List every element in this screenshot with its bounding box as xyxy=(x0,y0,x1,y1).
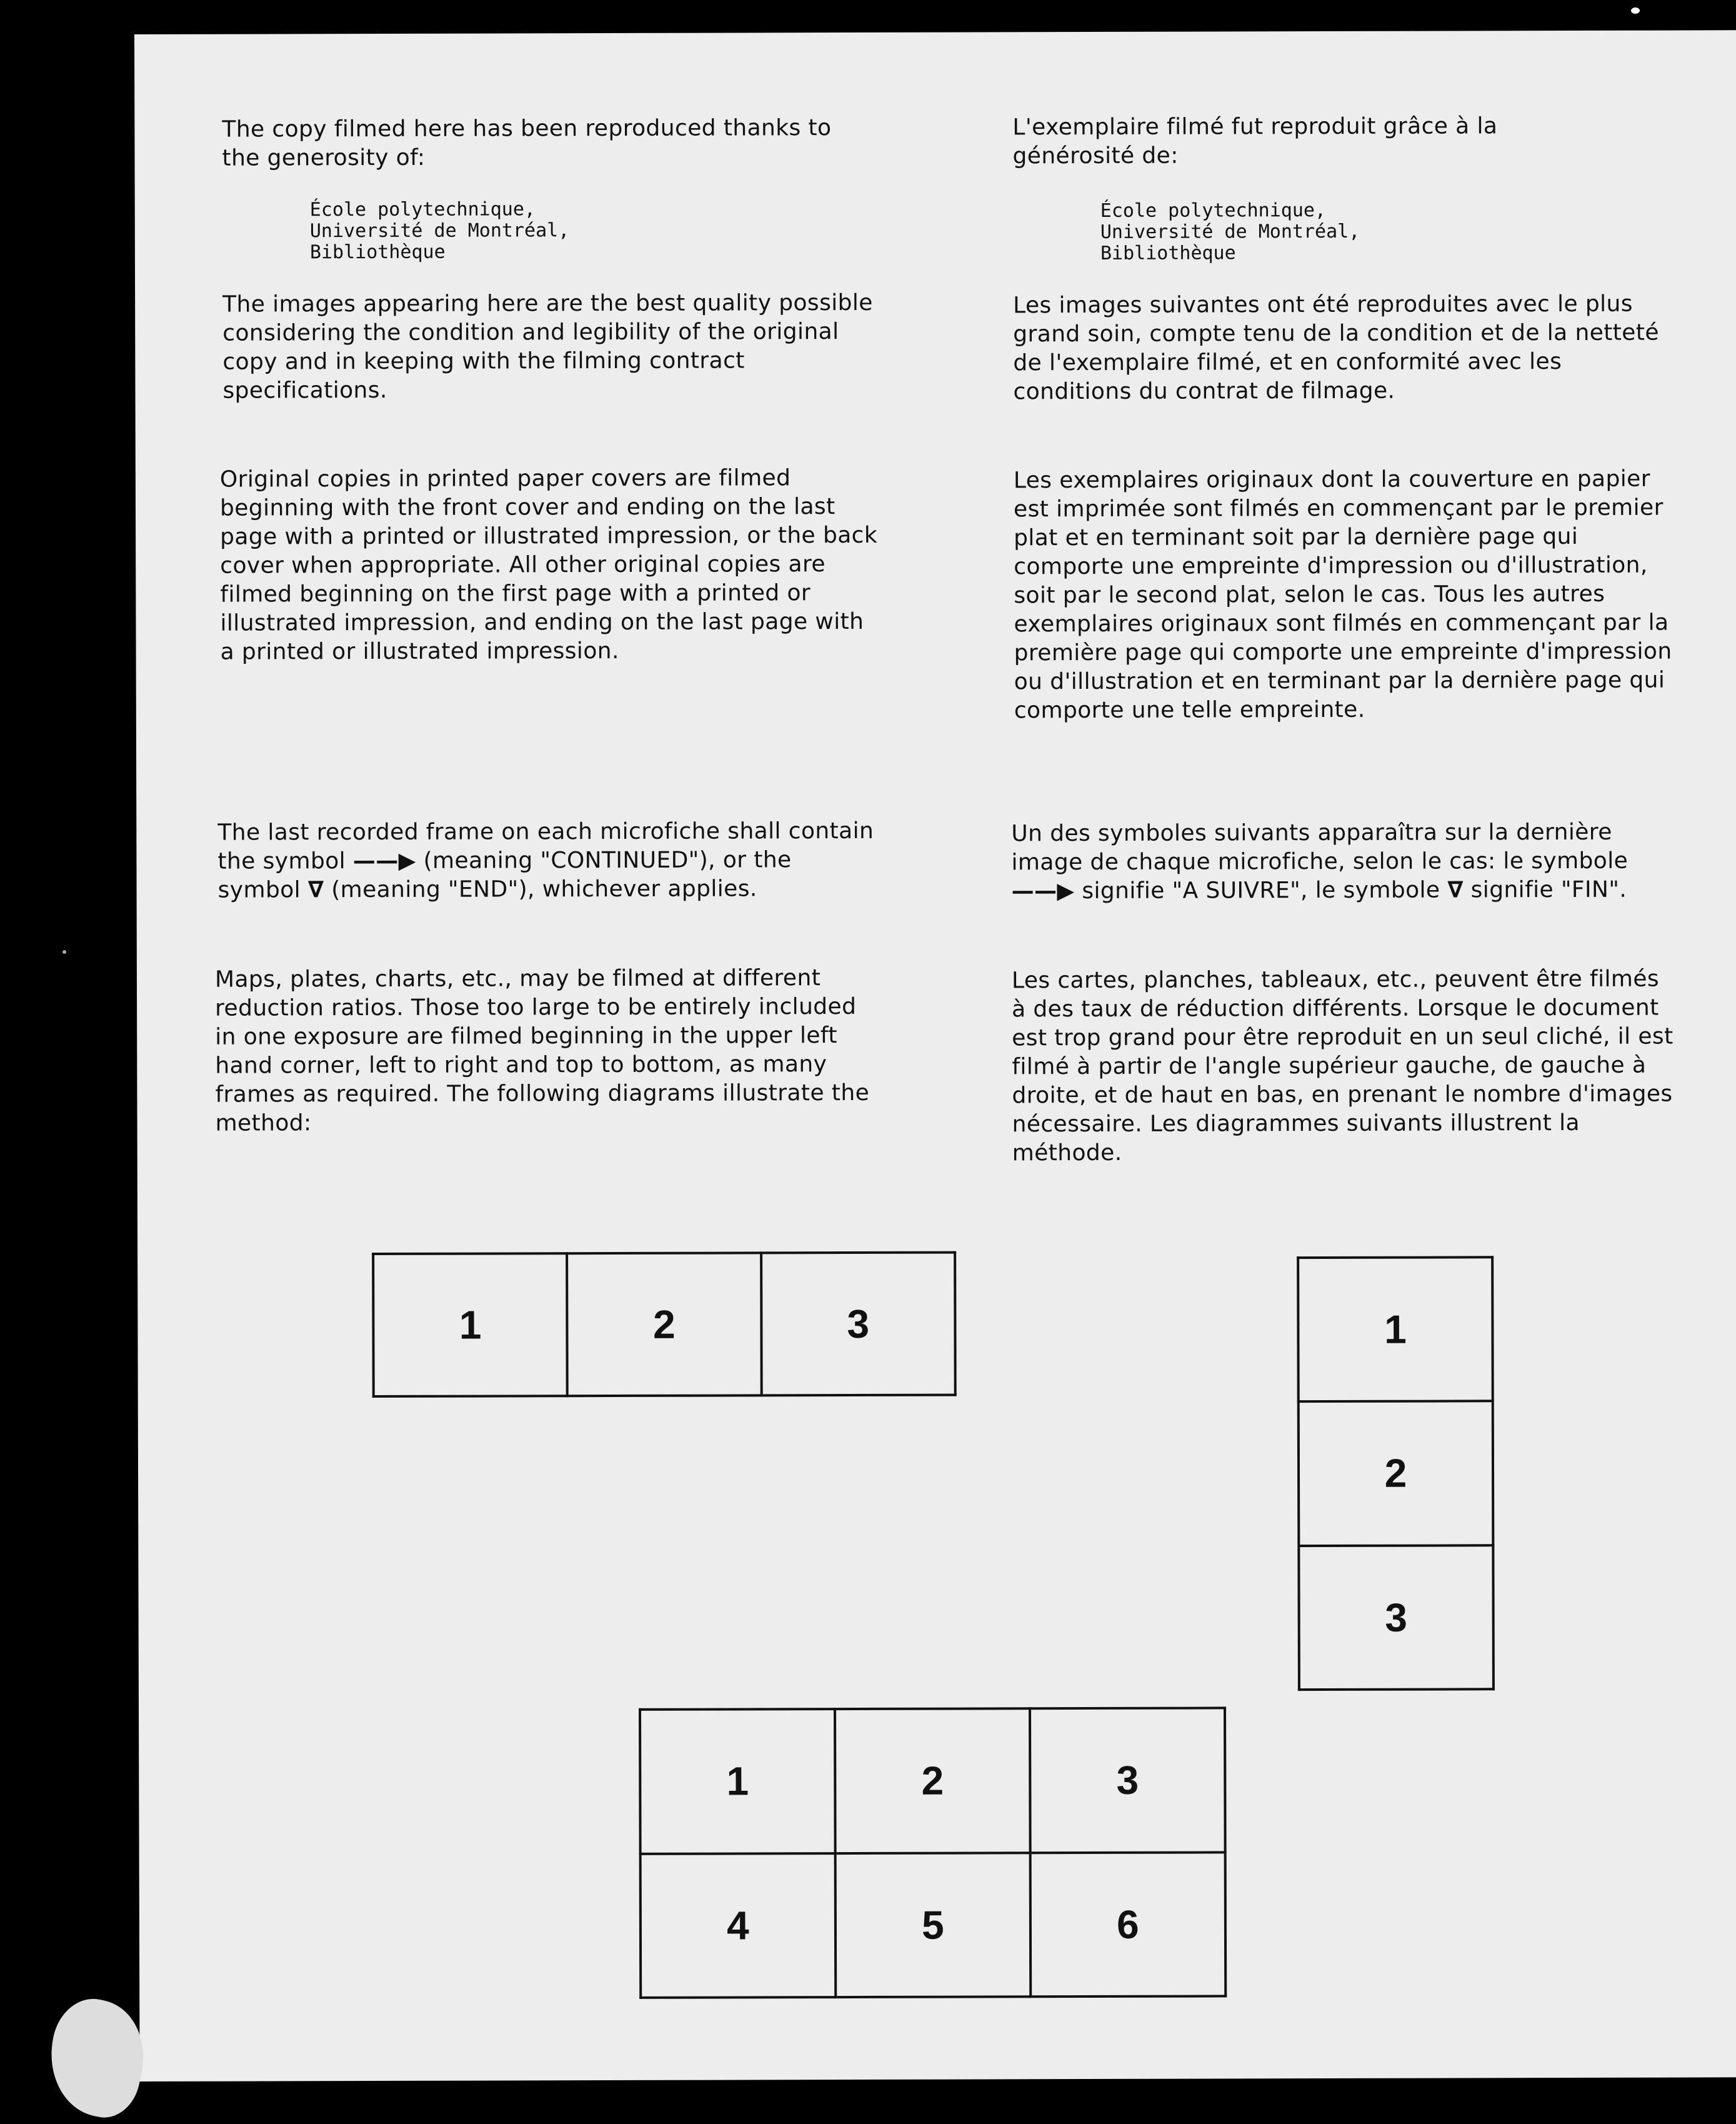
address-en-line-2: Université de Montréal, xyxy=(309,219,570,243)
originals-fr xyxy=(1014,465,1677,726)
diagram-grid-cell-3: 3 xyxy=(1030,1708,1225,1852)
continued-arrow-icon: ——▶ xyxy=(1011,878,1075,904)
diagram-grid xyxy=(639,1706,1227,1998)
quality-en-text: The images appearing here are the best quality possible considering the condition and legibility of the original copy and in keeping with the filming contract specifications. xyxy=(222,289,873,404)
symbols-fr-part-a: Un des symboles suivants apparaîtra sur la dernière image de chaque microfiche, selon le cas: le symbole xyxy=(1011,819,1629,876)
diagram-vertical-cell-2: 2 xyxy=(1299,1401,1494,1546)
diagram-grid-cell-2: 2 xyxy=(835,1708,1030,1853)
diagram-vertical xyxy=(1297,1256,1495,1691)
symbols-en-part-c: (meaning "END"), whichever applies. xyxy=(331,876,757,903)
diagram-horizontal-cell-2: 2 xyxy=(567,1253,761,1396)
address-en-line-1: École polytechnique, xyxy=(309,198,536,221)
microfiche-target-page xyxy=(134,30,1736,2081)
continued-arrow-icon: ——▶ xyxy=(352,848,416,874)
symbols-en-part-b: (meaning "CONTINUED"), or the symbol xyxy=(217,847,792,903)
originals-en xyxy=(220,464,883,667)
symbols-en-part-a: The last recorded frame on each microfiche shall contain the symbol xyxy=(217,818,874,874)
originals-en-text: Original copies in printed paper covers are filmed beginning with the front cover and ending on the last page with a printed or illustrated impression, or the back cover when appropriate. All other original copies are filmed beginning on the first page with a printed or illustrated impression, and ending on the last page with a printed or illustrated impression. xyxy=(219,465,878,665)
originals-fr-text: Les exemplaires originaux dont la couverture en papier est imprimée sont filmés en commençant par le premier plat et en terminant soit par la dernière page qui comporte une empreinte d'impression ou d'illustration, soit par le second plat, selon le cas. Tous les autres exemplaires originaux sont filmés en commençant par la première page qui comporte une empreinte d'impression ou d'illustration et en terminant par la dernière page qui comporte une telle empreinte. xyxy=(1013,466,1672,724)
symbols-en xyxy=(217,817,880,905)
maps-en xyxy=(215,964,878,1138)
address-en-line-3: Bibliothèque xyxy=(309,241,446,264)
address-fr-line-3: Bibliothèque xyxy=(1100,242,1236,264)
maps-fr-text: Les cartes, planches, tableaux, etc., peuvent être filmés à des taux de réduction différents. Lorsque le document est trop grand pour être reproduit en un seul cliché, il est filmé à partir de l'angle supérieur gauche, de gauche à droite, et de haut en bas, en prenant le nombre d'images nécessaire. Les diagrammes suivants illustrent la méthode. xyxy=(1011,966,1674,1166)
diagram-grid-cell-5: 5 xyxy=(836,1853,1031,1997)
symbols-en-text xyxy=(217,817,880,905)
intro-fr-text: L'exemplaire filmé fut reproduit grâce à la générosité de: xyxy=(1012,113,1498,169)
scan-blot xyxy=(39,1991,155,2123)
symbols-fr-part-b: signifie "A SUIVRE", le symbole xyxy=(1082,877,1440,904)
address-fr-line-2: Université de Montréal, xyxy=(1100,220,1360,243)
maps-en-text: Maps, plates, charts, etc., may be filmed at different reduction ratios. Those too large to be entirely included in one exposure are filmed beginning in the upper left hand corner, left to right and top to bottom, as many frames as required. The following diagrams illustrate the method: xyxy=(214,965,870,1136)
address-fr xyxy=(1013,199,1675,265)
diagram-grid-cell-6: 6 xyxy=(1030,1852,1226,1996)
quality-fr-text: Les images suivantes ont été reproduites avec le plus grand soin, compte tenu de la condition et de la netteté de l'exemplaire filmé, et en conformité avec les conditions du contrat de filmage. xyxy=(1013,291,1659,405)
scan-speck xyxy=(62,950,66,954)
intro-en-text: The copy filmed here has been reproduced thanks to the generosity of: xyxy=(222,115,832,171)
end-triangle-icon: ∇ xyxy=(1447,877,1464,903)
address-fr-line-1: École polytechnique, xyxy=(1100,199,1327,222)
diagram-horizontal-cell-1: 1 xyxy=(373,1253,567,1396)
diagram-horizontal-cell-3: 3 xyxy=(761,1253,955,1396)
scan-speck xyxy=(1631,8,1640,14)
intro-en xyxy=(222,114,884,173)
diagram-vertical-cell-1: 1 xyxy=(1298,1257,1493,1401)
intro-fr xyxy=(1012,112,1675,171)
diagram-vertical-cell-3: 3 xyxy=(1299,1545,1494,1690)
diagram-horizontal xyxy=(372,1251,957,1398)
maps-fr xyxy=(1012,965,1675,1168)
symbols-fr-text xyxy=(1011,818,1674,906)
diagram-grid-cell-4: 4 xyxy=(641,1853,836,1998)
diagram-grid-cell-1: 1 xyxy=(640,1709,836,1853)
symbols-fr xyxy=(1011,818,1674,906)
end-triangle-icon: ∇ xyxy=(307,877,324,903)
symbols-fr-part-c: signifie "FIN". xyxy=(1470,876,1627,903)
quality-fr xyxy=(1013,290,1675,407)
address-en xyxy=(222,198,885,264)
quality-en xyxy=(222,289,885,406)
